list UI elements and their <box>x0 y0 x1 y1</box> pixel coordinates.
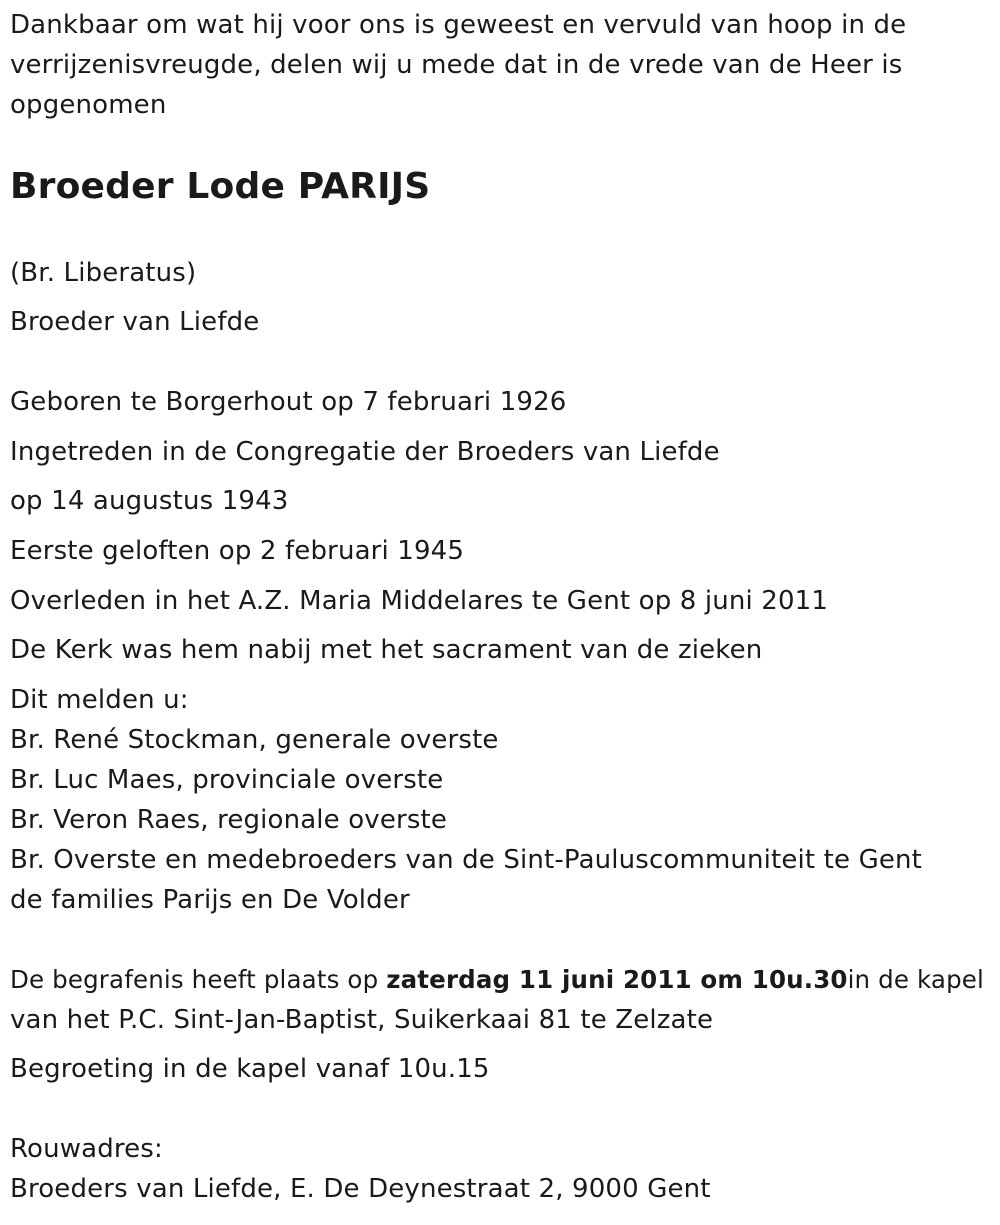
vows-line: Eerste geloften op 2 februari 1945 <box>10 536 465 566</box>
birth-line: Geboren te Borgerhout op 7 februari 1926 <box>10 387 567 417</box>
funeral-suffix: in de kapel <box>847 965 984 994</box>
death-line: Overleden in het A.Z. Maria Middelares te Gent op 8 juni 2011 <box>10 586 829 616</box>
religious-name: (Br. Liberatus) <box>10 258 197 288</box>
announcer-line: de families Parijs en De Volder <box>10 885 410 915</box>
announcers-heading: Dit melden u: <box>10 685 189 715</box>
entered-line-1: Ingetreden in de Congregatie der Broeders van Liefde <box>10 437 720 467</box>
funeral-prefix: De begrafenis heeft plaats op <box>10 965 387 994</box>
announcer-line: Br. Veron Raes, regionale overste <box>10 805 448 835</box>
greeting-line: Begroeting in de kapel vanaf 10u.15 <box>10 1054 490 1084</box>
funeral-date-time: zaterdag 11 juni 2011 om 10u.30 <box>386 965 848 994</box>
deceased-name: Broeder Lode PARIJS <box>10 166 431 207</box>
address-label: Rouwadres: <box>10 1134 163 1164</box>
intro-paragraph: Dankbaar om wat hij voor ons is geweest en vervuld van hoop in de verrijzenisvreugde, delen wij u mede dat in de vrede van de Heer is opgenomen <box>10 10 907 120</box>
address-value: Broeders van Liefde, E. De Deynestraat 2, 9000 Gent <box>10 1174 711 1204</box>
funeral-line-1 <box>10 960 984 1000</box>
entered-line-2: op 14 augustus 1943 <box>10 486 289 516</box>
announcer-line: Br. René Stockman, generale overste <box>10 725 499 755</box>
sacrament-line: De Kerk was hem nabij met het sacrament van de zieken <box>10 635 763 665</box>
funeral-line-2: van het P.C. Sint-Jan-Baptist, Suikerkaai 81 te Zelzate <box>10 1005 714 1035</box>
announcer-line: Br. Luc Maes, provinciale overste <box>10 765 444 795</box>
announcer-line: Br. Overste en medebroeders van de Sint-Pauluscommuniteit te Gent <box>10 845 923 875</box>
congregation-title: Broeder van Liefde <box>10 307 260 337</box>
